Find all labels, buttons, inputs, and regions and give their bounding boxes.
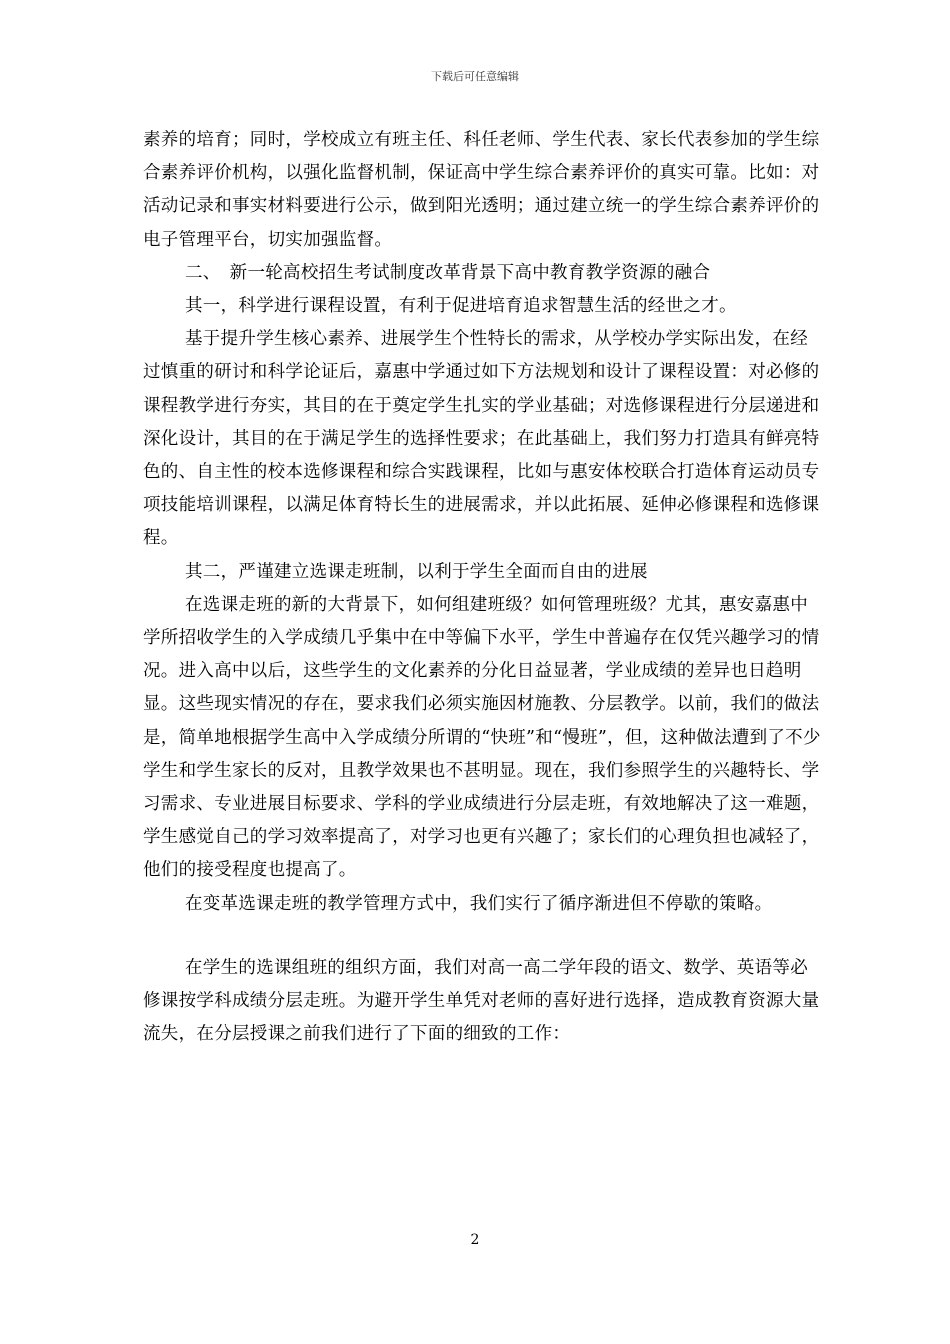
page-number: 2 bbox=[470, 1232, 480, 1248]
paragraph-4: 在变革选课走班的教学管理方式中，我们实行了循序渐进但不停歇的策略。 bbox=[185, 893, 773, 914]
paragraph-2: 基于提升学生核心素养、进展学生个性特长的需求，从学校办学实际出发，在经过慎重的研讨和科学论证后，嘉惠中学通过如下方法规划和设计了课程设置：对必修的课程教学进行夯实，其目的在于奠定学生扎实的学业基础；对选修课程进行分层递进和深化设计，其目的在于满足学生的选择性要求；在此基础上，我们努力打造具有鲜亮特色的、自主性的校本选修课程和综合实践课程，比如与惠安体校联合打造体育运动员专项技能培训课程，以满足体育特长生的进展需求，并以此拓展、延伸必修课程和选修课程。 bbox=[143, 329, 820, 549]
paragraph-3: 在选课走班的新的大背景下，如何组建班级？如何管理班级？尤其，惠安嘉惠中学所招收学生的入学成绩几乎集中在中等偏下水平，学生中普遍存在仅凭兴趣学习的情况。进入高中以后，这些学生的文化素养的分化日益显著，学业成绩的差异也日趋明显。这些现实情况的存在，要求我们必须实施因材施教、分层教学。以前，我们的做法是，简单地根据学生高中入学成绩分所谓的“快班”和“慢班”，但，这种做法遭到了不少学生和学生家长的反对，且教学效果也不甚明显。现在，我们参照学生的兴趣特长、学习需求、专业进展目标要求、学科的学业成绩进行分层走班，有效地解决了这一难题，学生感觉自己的学习效率提高了，对学习也更有兴趣了；家长们的心理负担也减轻了，他们的接受程度也提高了。 bbox=[143, 594, 821, 881]
paragraph-5: 在学生的选课组班的组织方面，我们对高一高二学年段的语文、数学、英语等必修课按学科成绩分层走班。为避开学生单凭对老师的喜好进行选择，造成教育资源大量流失，在分层授课之前我们进行了下面的细致的工作： bbox=[143, 957, 820, 1045]
document-body bbox=[143, 124, 823, 1051]
subheading-1: 其一，科学进行课程设置，有利于促进培育追求智慧生活的经世之才。 bbox=[185, 296, 737, 317]
page-header: 下载后可任意编辑 bbox=[431, 70, 519, 83]
section-heading: 二、 新一轮高校招生考试制度改革背景下高中教育教学资源的融合 bbox=[185, 262, 711, 283]
subheading-2: 其二，严谨建立选课走班制，以利于学生全面而自由的进展 bbox=[185, 561, 648, 582]
paragraph-spacer bbox=[143, 921, 823, 952]
paragraph-1: 素养的培育；同时，学校成立有班主任、科任老师、学生代表、家长代表参加的学生综合素养评价机构，以强化监督机制，保证高中学生综合素养评价的真实可靠。比如：对活动记录和事实材料要进行公示，做到阳光透明；通过建立统一的学生综合素养评价的电子管理平台，切实加强监督。 bbox=[143, 130, 820, 250]
